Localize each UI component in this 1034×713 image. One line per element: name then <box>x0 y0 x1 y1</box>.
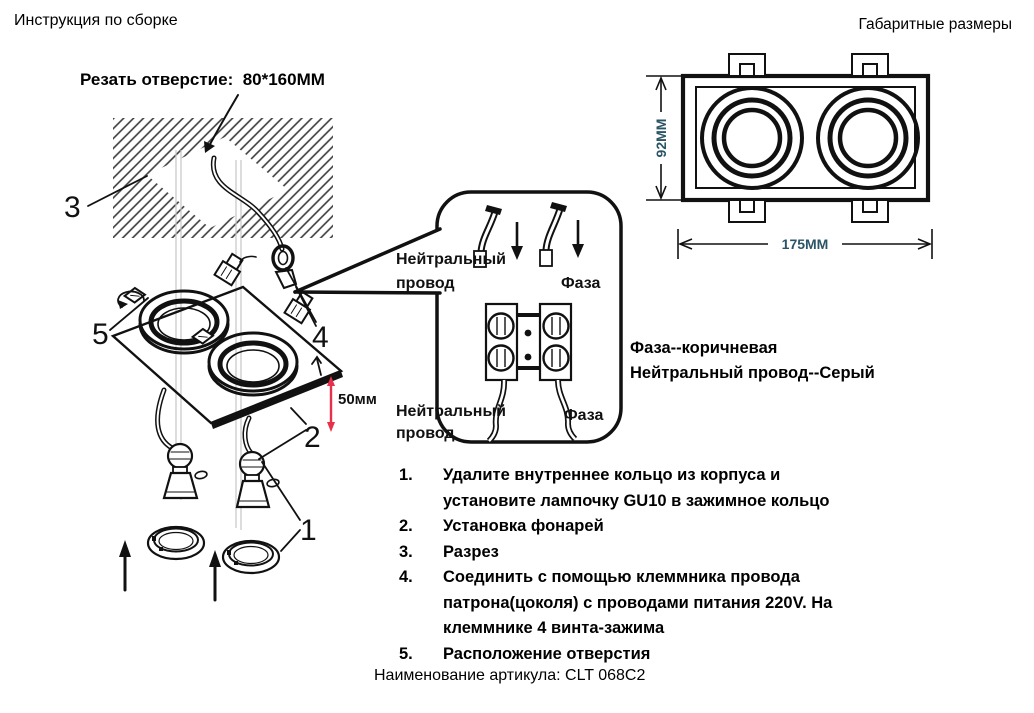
bezel-rings-right <box>818 88 918 188</box>
step-5 <box>399 642 869 668</box>
part-label-3: 3 <box>64 191 81 224</box>
left-lamp-ring <box>140 291 228 353</box>
assembly-steps <box>399 463 869 667</box>
page-title: Инструкция по сборке <box>14 12 178 29</box>
part-label-1: 1 <box>300 514 317 547</box>
neutral-label-top-2: провод <box>396 275 455 292</box>
mounting-tab <box>729 54 888 222</box>
neutral-label-bottom-2: провод <box>396 425 455 442</box>
width-dim-label: 175MM <box>781 236 829 252</box>
step-text: Расположение отверстия <box>443 644 651 663</box>
neutral-label-bottom-1: Нейтральный <box>396 403 506 420</box>
gu10-lamp <box>164 444 197 498</box>
screw <box>194 470 207 479</box>
up-arrow-icon <box>119 540 131 590</box>
trim-ring <box>223 541 279 573</box>
part-label-2: 2 <box>304 421 321 454</box>
step-1 <box>399 463 869 514</box>
dimension-drawing <box>646 54 932 259</box>
step-text: Установка фонарей <box>443 517 604 535</box>
phase-label-top: Фаза <box>561 275 601 292</box>
phase-label-bottom: Фаза <box>564 407 604 424</box>
right-lamp-ring <box>209 333 297 395</box>
bezel-rings-left <box>702 88 802 188</box>
step-number: 5. <box>399 644 413 663</box>
step-text: Соединить с помощью клеммника провода патрона(цоколя) с проводами питания 220V. На клеммнике 4 винта-зажима <box>443 568 833 637</box>
step-number: 4. <box>399 568 413 586</box>
legend-phase: Фаза--коричневая <box>630 339 778 357</box>
step-4 <box>399 565 869 642</box>
step-number: 2. <box>399 517 413 535</box>
step-number: 1. <box>399 466 413 484</box>
gu10-lamp <box>237 452 269 507</box>
ceiling-cutout-diagram <box>88 95 333 238</box>
step-number: 3. <box>399 542 413 561</box>
wire-loop-terminal <box>273 246 296 288</box>
trim-ring <box>148 527 204 559</box>
offset-dim-label: 50мм <box>338 391 377 408</box>
step-3 <box>399 540 869 566</box>
part-label-4: 4 <box>312 321 329 354</box>
up-arrow-icon <box>209 550 221 600</box>
step-text: Удалите внутреннее кольцо из корпуса и установите лампочку GU10 в зажимное кольцо <box>443 466 830 510</box>
wire-color-legend <box>630 336 875 386</box>
cut-hole-label: Резать отверстие: 80*160MM <box>80 70 325 89</box>
step-2 <box>399 514 869 540</box>
dimensions-title: Габаритные размеры <box>858 16 1012 33</box>
neutral-label-top-1: Нейтральный <box>396 251 506 268</box>
step-text: Разрез <box>443 542 499 561</box>
height-dim-label: 92MM <box>653 118 669 158</box>
article-name: Наименование артикула: CLT 068C2 <box>374 667 646 684</box>
legend-neutral: Нейтральный провод--Серый <box>630 364 875 382</box>
part-label-5: 5 <box>92 318 109 351</box>
